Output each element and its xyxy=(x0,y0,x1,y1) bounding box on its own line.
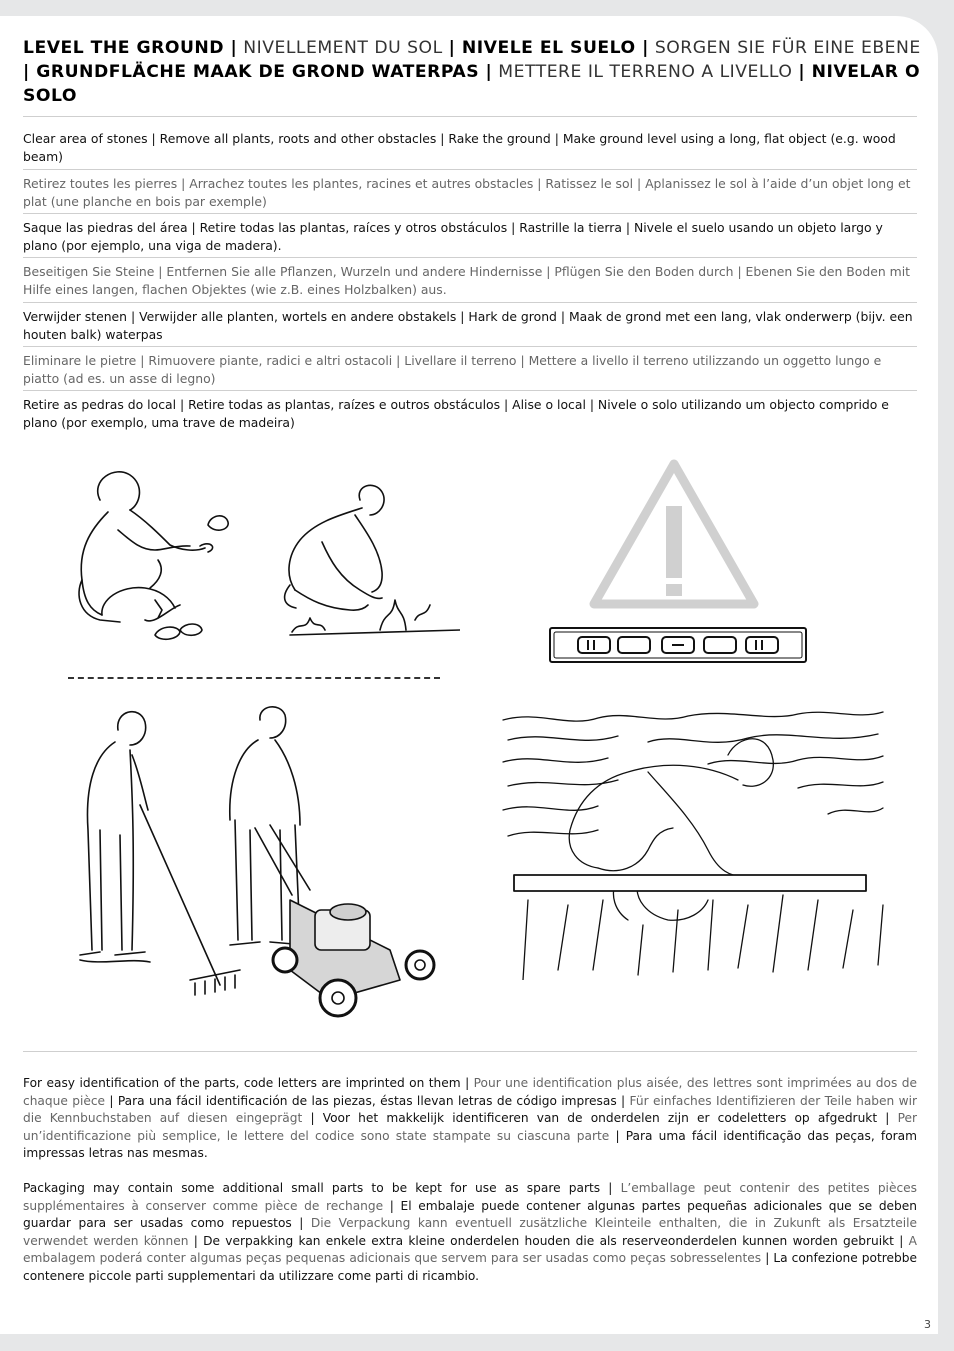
page-title xyxy=(23,36,923,108)
title-segment: METTERE IL TERRENO A LIVELLO xyxy=(492,62,799,82)
divider xyxy=(23,116,917,117)
divider xyxy=(23,213,917,214)
instruction-en: Clear area of stones | Remove all plants, roots and other obstacles | Rake the ground | Make ground level using a long, flat object (e.g. wood beam) xyxy=(23,131,896,164)
divider xyxy=(23,1051,917,1052)
foot1-segment: | Para uma fácil identificação das peças, foram impressas letras nas mesmas. xyxy=(23,1128,917,1160)
foot2-segment: A embalagem poderá conter algumas peças pequenas adicionais que servem para ser usadas como peças sobresselentes xyxy=(23,1233,917,1265)
foot2-segment: | De verpakking kan enkele extra kleine onderdelen houden die als reserveonderdelen kunnen worden gebruikt | xyxy=(193,1233,904,1248)
instruction-pt: Retire as pedras do local | Retire todas as plantas, raízes e outros obstáculos | Alise o local | Nivele o solo utilizando um objecto comprido e plano (por exemplo, uma trave de madeira) xyxy=(23,397,889,430)
foot1-segment: Per un’identificazione più semplice, le lettere del codice sono state stampate su ciascuna parte xyxy=(23,1111,917,1143)
title-segment: NIVELLEMENT DU SOL xyxy=(237,38,449,58)
title-segment: SORGEN SIE FÜR EINE EBENE xyxy=(648,38,921,58)
spare-parts-note xyxy=(23,1180,917,1285)
warning-and-level-illustration xyxy=(548,456,810,666)
warning-icon xyxy=(594,464,754,604)
foot1-segment: | Voor het makkelijk identificeren van de onderdelen zijn er codeletters op afgedrukt | xyxy=(310,1111,890,1125)
foot1-segment: Für einfaches Identifizieren der Teile haben wir die Kennbuchstaben auf diesen eingeprägt xyxy=(23,1093,917,1125)
foot2-segment: Die Verpackung kann eventuell zusätzliche Kleinteile enthalten, die in Zukunft als Ersatzteile verwendet werden können xyxy=(23,1216,917,1248)
dashed-separator xyxy=(68,677,440,679)
page-number: 3 xyxy=(924,1318,931,1331)
divider xyxy=(23,302,917,303)
foot1-segment: Pour une identification plus aisée, des lettres sont imprimées au dos de chaque pièce xyxy=(23,1076,917,1108)
parts-identification-note xyxy=(23,1075,917,1163)
foot2-segment: L’emballage peut contenir des petites pièces supplémentaires à conserver comme pièce de rechange xyxy=(23,1181,917,1213)
foot2-segment: | La confezione potrebbe contenere piccole parti supplementari da utilizzare come parti di ricambio. xyxy=(23,1251,917,1283)
divider xyxy=(23,346,917,347)
foot1-segment: | Para una fácil identificación de las piezas, éstas llevan letras de código impresas | xyxy=(109,1093,626,1108)
title-segment: | GRUNDFLÄCHE MAAK DE GROND WATERPAS | xyxy=(23,62,493,82)
title-segment: LEVEL THE GROUND | xyxy=(23,38,238,58)
raking-and-mowing-illustration xyxy=(70,700,450,1020)
title-segment: | NIVELAR O SOLO xyxy=(23,62,921,106)
clearing-stones-illustration xyxy=(60,460,460,685)
spirit-level-icon xyxy=(550,628,806,662)
leveling-ground-illustration xyxy=(498,700,888,980)
instruction-it: Eliminare le pietre | Rimuovere piante, radici e altri ostacoli | Livellare il terreno | Mettere a livello il terreno utilizzando un oggetto lungo e piatto (ad es. un asse di legno) xyxy=(23,353,882,386)
divider xyxy=(23,169,917,170)
divider xyxy=(23,390,917,391)
foot1-segment: For easy identification of the parts, code letters are imprinted on them | xyxy=(23,1076,470,1090)
instruction-es: Saque las piedras del área | Retire todas las plantas, raíces y otros obstáculos | Rastrille la tierra | Nivele el suelo usando un objeto largo y plano (por ejemplo, una viga de madera). xyxy=(23,220,883,253)
title-segment: | NIVELE EL SUELO | xyxy=(448,38,649,58)
foot2-segment: | El embalaje puede contener algunas partes pequeñas adicionales que se deben guardar para ser usadas como repuestos | xyxy=(23,1198,918,1230)
instruction-fr: Retirez toutes les pierres | Arrachez toutes les plantes, racines et autres obstacles | Ratissez le sol | Aplanissez le sol à l’aide d’un objet long et plat (une planche en bois par exemple) xyxy=(23,176,911,209)
instruction-nl: Verwijder stenen | Verwijder alle planten, wortels en andere obstakels | Hark de grond | Maak de grond met een lang, vlak onderwerp (bijv. een houten balk) waterpas xyxy=(23,309,913,342)
foot2-segment: Packaging may contain some additional small parts to be kept for use as spare parts | xyxy=(23,1181,613,1195)
instruction-de: Beseitigen Sie Steine | Entfernen Sie alle Pflanzen, Wurzeln und andere Hindernisse | Pflügen Sie den Boden durch | Ebenen Sie den Boden mit Hilfe eines langen, flachen Objektes (wie z.B. eines Holzbalken) aus. xyxy=(23,264,911,297)
divider xyxy=(23,257,917,258)
